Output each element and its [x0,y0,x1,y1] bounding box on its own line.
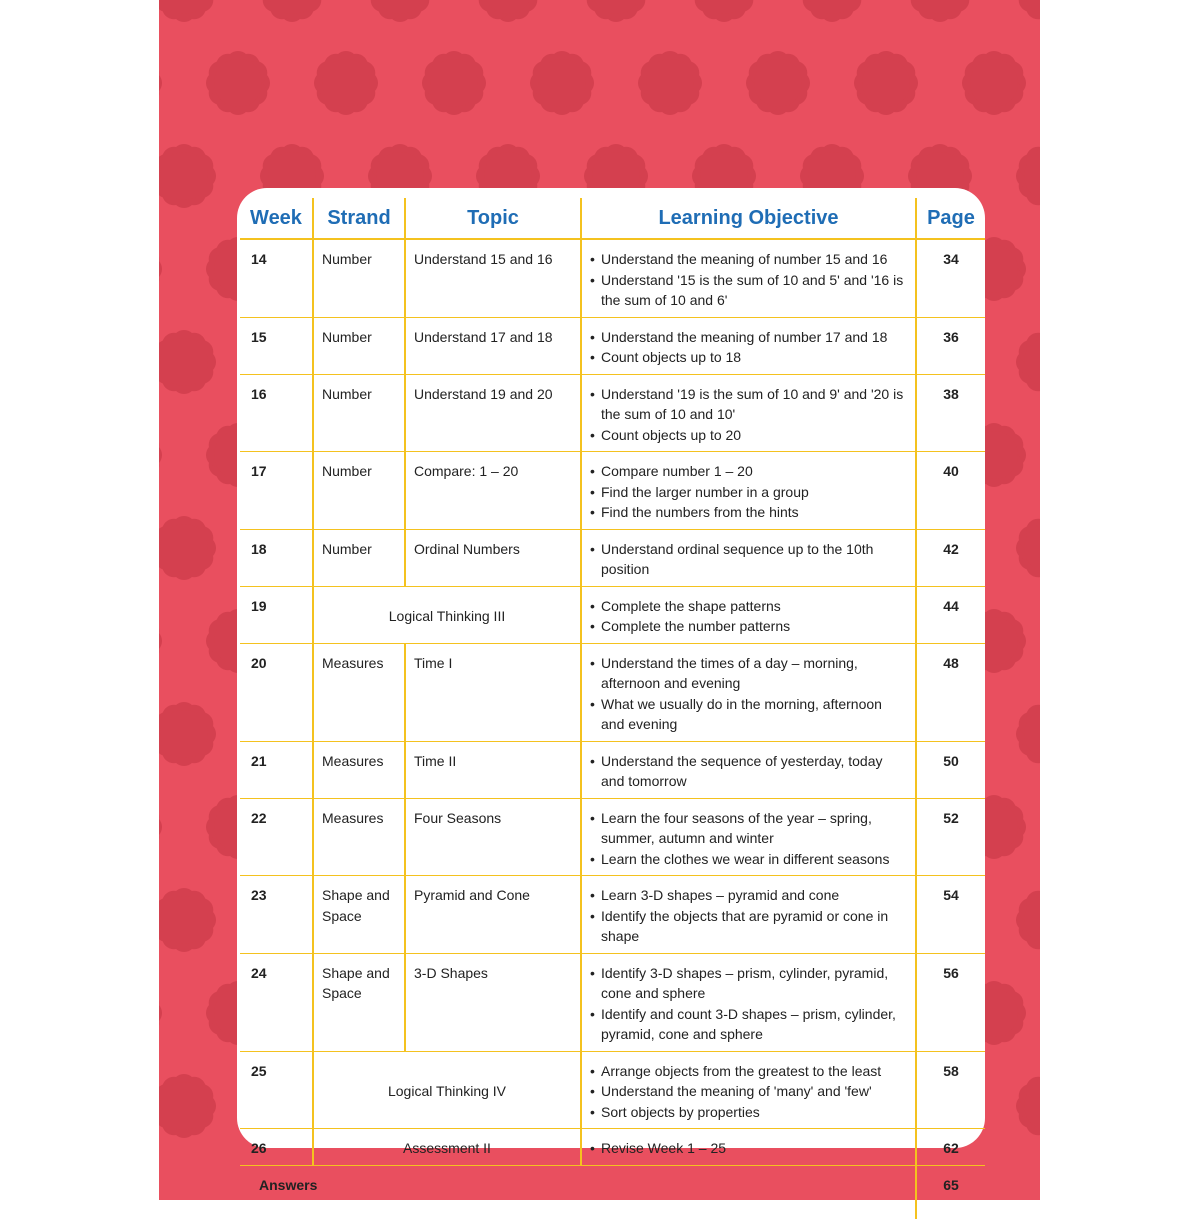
flower-shape [692,0,756,22]
objective-cell [581,1129,916,1166]
flower-shape [584,0,648,22]
page-cell: 50 [916,741,985,798]
flower-shape [530,51,594,115]
flower-shape [159,0,216,22]
week-cell: 24 [240,953,313,1051]
flower-shape [1016,702,1040,766]
topic-cell: Compare: 1 – 20 [405,452,581,530]
page-cell: 34 [916,239,985,317]
objective-cell [581,374,916,452]
objective-list [590,963,907,1045]
flower-shape [908,0,972,22]
flower-shape [1016,144,1040,208]
header-row [240,198,985,239]
flower-shape [159,609,162,673]
objective-item: • Understand the sequence of yesterday, today and tomorrow [590,751,907,792]
objective-item: • Count objects up to 18 [590,347,907,368]
objective-list [590,539,907,580]
flower-shape [800,0,864,22]
week-cell: 21 [240,741,313,798]
page-cell: 44 [916,586,985,643]
table-row [240,317,985,374]
header-learning-objective: Learning Objective [581,198,916,239]
objective-cell [581,1051,916,1129]
objective-list [590,808,907,870]
flower-shape [1016,0,1040,22]
objective-item: • Learn the four seasons of the year – spring, summer, autumn and winter [590,808,907,849]
table-row [240,741,985,798]
merged-topic-cell: Logical Thinking IV [313,1051,581,1129]
table-row [240,953,985,1051]
objective-cell [581,876,916,954]
objective-item: • Complete the shape patterns [590,596,907,617]
objective-list [590,461,907,523]
table-row [240,239,985,317]
flower-shape [422,51,486,115]
flower-shape [206,51,270,115]
merged-topic-cell: Assessment II [313,1129,581,1166]
objective-item: • Revise Week 1 – 25 [590,1138,907,1159]
objective-item: • What we usually do in the morning, afternoon and evening [590,694,907,735]
flower-shape [368,0,432,22]
topic-cell: Understand 17 and 18 [405,317,581,374]
flower-shape [260,0,324,22]
strand-cell: Number [313,374,405,452]
objective-cell [581,741,916,798]
week-cell: 19 [240,586,313,643]
table-row [240,1051,985,1129]
flower-shape [1016,888,1040,952]
table-row [240,1129,985,1166]
page-cell: 40 [916,452,985,530]
objective-item: • Compare number 1 – 20 [590,461,907,482]
table-row [240,529,985,586]
objective-item: • Understand the meaning of number 17 and 18 [590,327,907,348]
header-week: Week [240,198,313,239]
objective-item: • Identify and count 3-D shapes – prism, cylinder, pyramid, cone and sphere [590,1004,907,1045]
page-cell: 36 [916,317,985,374]
objective-item: • Complete the number patterns [590,616,907,637]
week-cell: 18 [240,529,313,586]
objective-item: • Understand the meaning of 'many' and 'few' [590,1081,907,1102]
flower-shape [159,981,162,1045]
answers-row [240,1165,985,1219]
objective-item: • Understand '19 is the sum of 10 and 9' and '20 is the sum of 10 and 10' [590,384,907,425]
week-cell: 23 [240,876,313,954]
flower-shape [159,516,216,580]
week-cell: 14 [240,239,313,317]
topic-cell: Time I [405,643,581,741]
objective-item: • Find the larger number in a group [590,482,907,503]
merged-topic-cell: Logical Thinking III [313,586,581,643]
flower-shape [159,888,216,952]
flower-shape [476,0,540,22]
page-cell: 58 [916,1051,985,1129]
objective-list [590,751,907,792]
flower-shape [159,237,162,301]
objective-list [590,1061,907,1123]
strand-cell: Measures [313,798,405,876]
objective-item: • Count objects up to 20 [590,425,907,446]
topic-cell: Understand 15 and 16 [405,239,581,317]
table-row [240,374,985,452]
objective-item: • Understand the times of a day – morning, afternoon and evening [590,653,907,694]
objective-cell [581,239,916,317]
page-cell: 52 [916,798,985,876]
flower-shape [159,702,216,766]
objective-list [590,249,907,311]
objective-cell [581,798,916,876]
objective-item: • Learn the clothes we wear in different seasons [590,849,907,870]
objective-list [590,327,907,368]
objective-cell [581,317,916,374]
page-cell: 56 [916,953,985,1051]
topic-cell: Time II [405,741,581,798]
objective-item: • Learn 3-D shapes – pyramid and cone [590,885,907,906]
page-cell: 42 [916,529,985,586]
page-cell: 62 [916,1129,985,1166]
week-cell: 26 [240,1129,313,1166]
objective-cell [581,953,916,1051]
flower-shape [1016,1074,1040,1138]
flower-shape [314,51,378,115]
objective-item: • Sort objects by properties [590,1102,907,1123]
header-page: Page [916,198,985,239]
strand-cell: Number [313,239,405,317]
page-cell: 54 [916,876,985,954]
flower-shape [159,330,216,394]
flower-shape [746,51,810,115]
objective-list [590,1138,907,1159]
flower-shape [159,51,162,115]
strand-cell: Number [313,452,405,530]
week-cell: 22 [240,798,313,876]
objective-item: • Understand the meaning of number 15 and 16 [590,249,907,270]
flower-shape [159,795,162,859]
objective-item: • Understand '15 is the sum of 10 and 5' and '16 is the sum of 10 and 6' [590,270,907,311]
header-strand: Strand [313,198,405,239]
objective-cell [581,643,916,741]
week-cell: 20 [240,643,313,741]
flower-shape [854,51,918,115]
flower-shape [1016,330,1040,394]
table-row [240,452,985,530]
flower-shape [159,144,216,208]
strand-cell: Shape and Space [313,876,405,954]
strand-cell: Shape and Space [313,953,405,1051]
header-topic: Topic [405,198,581,239]
strand-cell: Measures [313,643,405,741]
week-cell: 15 [240,317,313,374]
objective-cell [581,586,916,643]
objective-cell [581,529,916,586]
page-cell: 38 [916,374,985,452]
answers-label: Answers [240,1165,916,1219]
flower-shape [159,1074,216,1138]
strand-cell: Measures [313,741,405,798]
contents-table [240,198,985,1219]
strand-cell: Number [313,317,405,374]
objective-item: • Identify 3-D shapes – prism, cylinder, pyramid, cone and sphere [590,963,907,1004]
objective-item: • Understand ordinal sequence up to the 10th position [590,539,907,580]
week-cell: 25 [240,1051,313,1129]
topic-cell: Pyramid and Cone [405,876,581,954]
objective-cell [581,452,916,530]
topic-cell: Four Seasons [405,798,581,876]
objective-list [590,384,907,446]
flower-shape [962,51,1026,115]
topic-cell: Understand 19 and 20 [405,374,581,452]
objective-list [590,653,907,735]
objective-list [590,885,907,947]
objective-item: • Find the numbers from the hints [590,502,907,523]
week-cell: 17 [240,452,313,530]
topic-cell: Ordinal Numbers [405,529,581,586]
objective-item: • Arrange objects from the greatest to the least [590,1061,907,1082]
flower-shape [159,423,162,487]
page-cell: 48 [916,643,985,741]
week-cell: 16 [240,374,313,452]
objective-item: • Identify the objects that are pyramid or cone in shape [590,906,907,947]
answers-page: 65 [916,1165,985,1219]
flower-shape [638,51,702,115]
topic-cell: 3-D Shapes [405,953,581,1051]
strand-cell: Number [313,529,405,586]
table-row [240,643,985,741]
flower-shape [1016,516,1040,580]
table-row [240,798,985,876]
table-row [240,876,985,954]
table-row [240,586,985,643]
objective-list [590,596,907,637]
